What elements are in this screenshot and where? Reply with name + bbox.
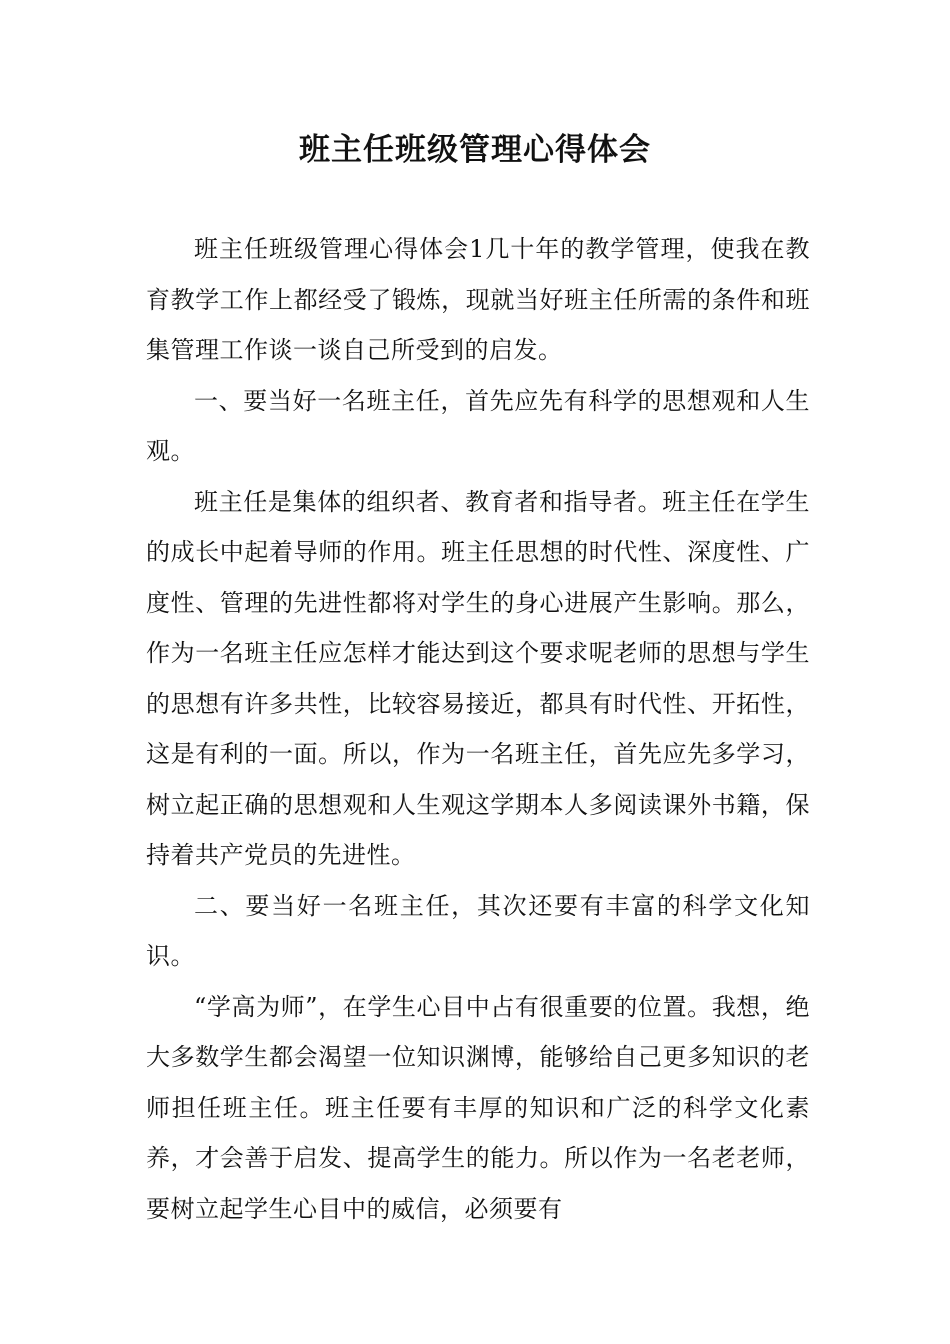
document-body (146, 224, 810, 1234)
paragraph-body-2: “学高为师”，在学生心目中占有很重要的位置。我想，绝大多数学生都会渴望一位知识渊博，能够给自己更多知识的老师担任班主任。班主任要有丰厚的知识和广泛的科学文化素养，才会善于启发、提高学生的能力。所以作为一名老老师，要树立起学生心目中的威信，必须要有 (146, 992, 810, 1223)
document-title: 班主任班级管理心得体会 (299, 132, 651, 168)
paragraph-intro: 班主任班级管理心得体会1几十年的教学管理，使我在教育教学工作上都经受了锻炼，现就当好班主任所需的条件和班集管理工作谈一谈自己所受到的启发。 (146, 235, 810, 364)
paragraph-heading-1: 一、要当好一名班主任，首先应先有科学的思想观和人生观。 (146, 386, 810, 465)
paragraph-heading-2: 二、要当好一名班主任，其次还要有丰富的科学文化知识。 (146, 891, 810, 970)
paragraph-body-1: 班主任是集体的组织者、教育者和指导者。班主任在学生的成长中起着导师的作用。班主任思想的时代性、深度性、广度性、管理的先进性都将对学生的身心进展产生影响。那么，作为一名班主任应怎样才能达到这个要求呢老师的思想与学生的思想有许多共性，比较容易接近，都具有时代性、开拓性，这是有利的一面。所以，作为一名班主任，首先应先多学习，树立起正确的思想观和人生观这学期本人多阅读课外书籍，保持着共产党员的先进性。 (146, 487, 810, 869)
